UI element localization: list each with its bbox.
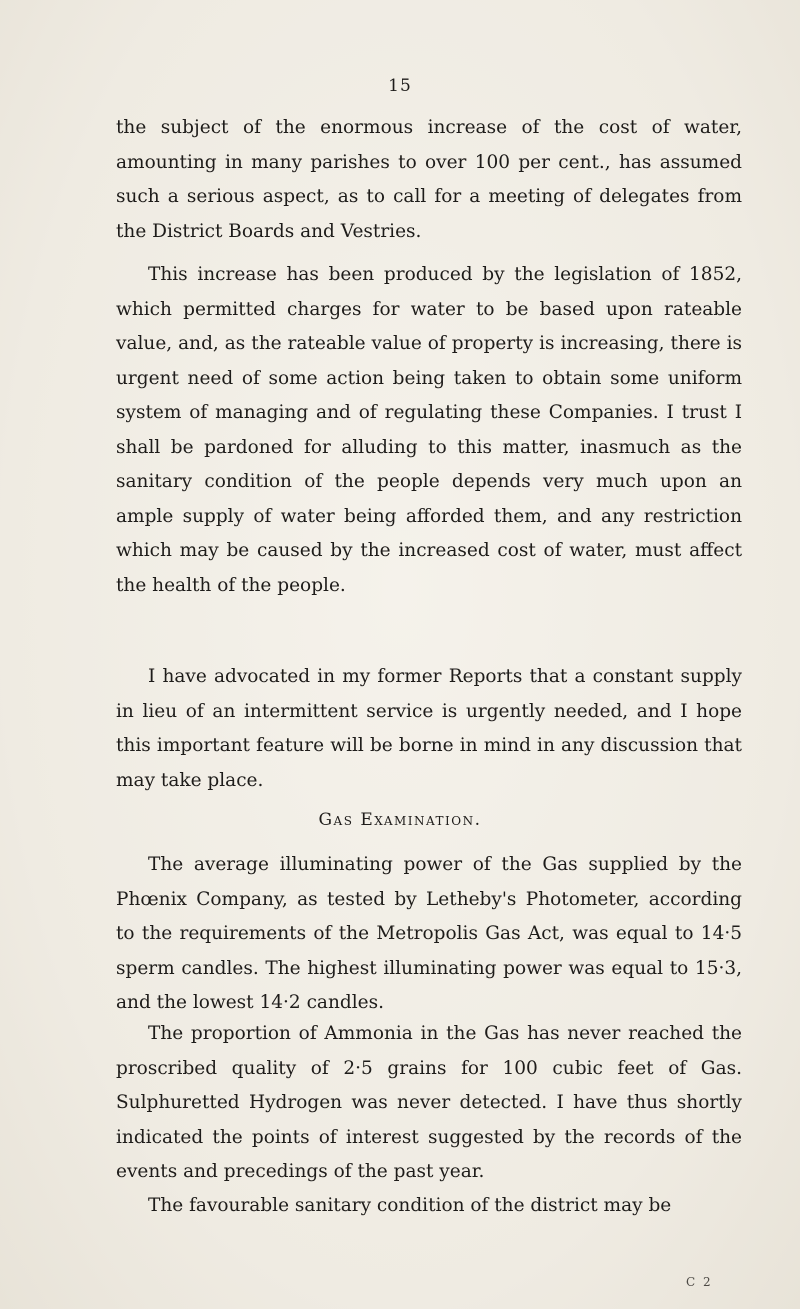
paragraph-legislation-1852: This increase has been produced by the legislation of 1852, which permitted charges for water to be based upon rateable value, and, as the rateable value of property is increasing, there is urgent need of some action being taken to obtain some uniform system of managing and of regulating these Companies. I trust I shall be pardoned for alluding to this matter, inasmuch as the sanitary condition of the people depends very much upon an ample supply of water being afforded them, and any restriction which may be caused by the increased cost of water, must affect the health of the people. bbox=[116, 264, 742, 596]
paragraph-sanitary-condition: The favourable sanitary condition of the district may be bbox=[148, 1195, 672, 1216]
section-heading-gas-examination: Gas Examination. bbox=[318, 810, 482, 830]
paragraph-ammonia: The proportion of Ammonia in the Gas has never reached the proscribed quality of 2·5 grains for 100 cubic feet of Gas. Sulphuretted Hydrogen was never detected. I have thus shortly indicated the points of interest suggested by the records of the events and precedings of the past year. bbox=[116, 1023, 742, 1182]
paragraph-illuminating-power: The average illuminating power of the Gas supplied by the Phœnix Company, as tested by Letheby's Photometer, according to the requirements of the Metropolis Gas Act, was equal to 14·5 sperm candles. The highest illuminating power was equal to 15·3, and the lowest 14·2 candles. bbox=[116, 854, 742, 1013]
signature-mark: C 2 bbox=[686, 1275, 713, 1289]
page-number: 15 bbox=[388, 76, 412, 96]
paragraph-water-cost: the subject of the enormous increase of the cost of water, amounting in many parishes to over 100 per cent., has assumed such a serious aspect, as to call for a meeting of delegates from the District Boards and Vestries. bbox=[116, 117, 742, 242]
paragraph-constant-supply: I have advocated in my former Reports that a constant supply in lieu of an intermittent service is urgently needed, and I hope this important feature will be borne in mind in any discussion that may take place. bbox=[116, 666, 742, 791]
